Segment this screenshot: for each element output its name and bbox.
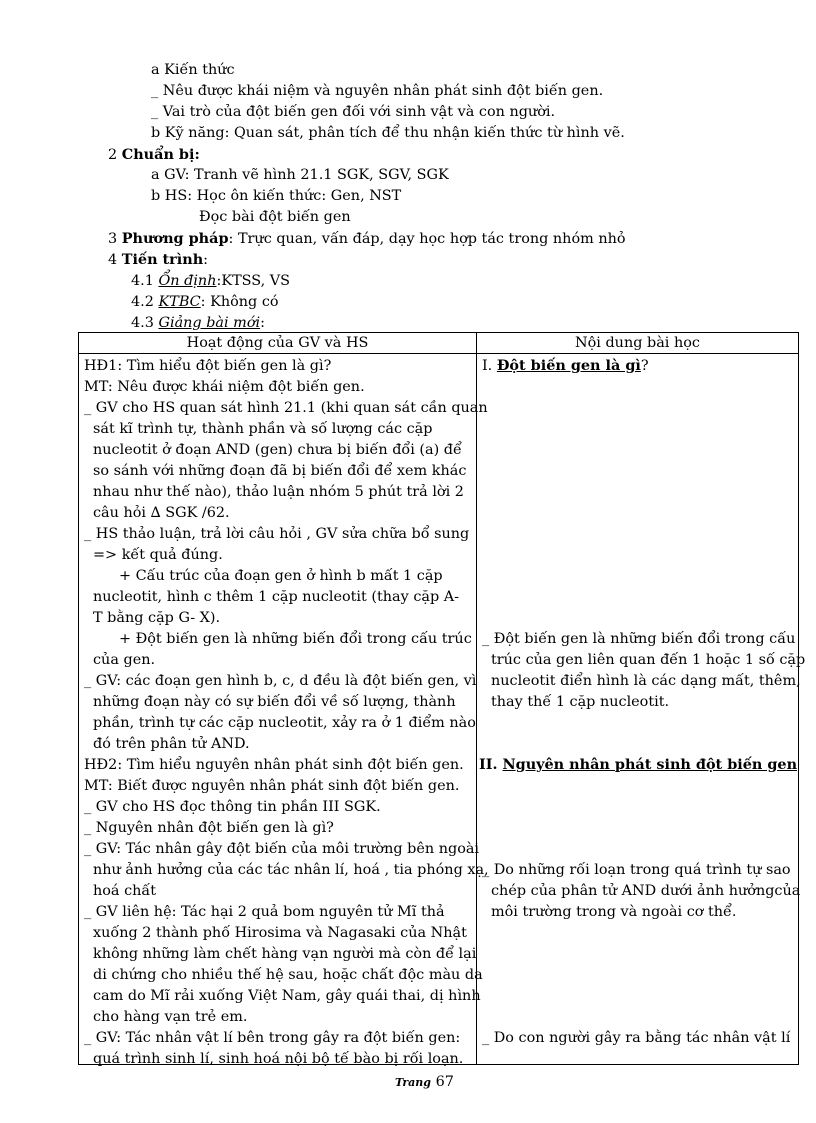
header-text: 4.1 xyxy=(131,273,159,289)
activity-line xyxy=(84,398,488,418)
activity-text: _ GV: các đoạn gen hình b, c, d đều là đột biến gen, vì xyxy=(84,673,477,689)
content-line xyxy=(482,860,791,880)
page-label: Trang xyxy=(395,1076,431,1089)
activity-text: sát kĩ trình tự, thành phần và số lượng các cặp xyxy=(93,421,433,437)
activity-line xyxy=(93,545,223,565)
activity-text: những đoạn này có sự biến đổi về số lượng, thành xyxy=(93,694,456,710)
header-line xyxy=(131,313,265,333)
activity-text: _ GV cho HS quan sát hình 21.1 (khi quan sát cần quan xyxy=(84,400,488,416)
header-text: : Trực quan, vấn đáp, dạy học hợp tác trong nhóm nhỏ xyxy=(228,231,626,247)
activity-line xyxy=(93,608,220,628)
activity-line xyxy=(93,587,459,607)
header-text: b HS: Học ôn kiến thức: Gen, NST xyxy=(151,188,402,204)
activity-text: đó trên phân tử AND. xyxy=(93,736,250,752)
header-text: 3 xyxy=(108,231,122,247)
table-header-row xyxy=(79,333,799,354)
activity-text: của gen. xyxy=(93,652,156,668)
activity-text: nhau như thế nào), thảo luận nhóm 5 phút trả lời 2 xyxy=(93,484,464,500)
content-line xyxy=(482,629,795,649)
header-text: Ổn định xyxy=(158,273,217,289)
header-text: 4.2 xyxy=(131,294,159,310)
activity-line xyxy=(93,650,155,670)
activity-line xyxy=(84,524,469,544)
activity-line xyxy=(93,482,464,502)
content-text: thay thế 1 cặp nucleotit. xyxy=(491,694,670,710)
activity-line xyxy=(84,377,365,397)
activity-line xyxy=(93,713,476,733)
content-text: Nguyên nhân phát sinh đột biến gen xyxy=(502,756,798,773)
header-line xyxy=(151,60,235,80)
activity-line xyxy=(119,629,472,649)
activity-text: quá trình sinh lí, sinh hoá nội bộ tế bào bị rối loạn. xyxy=(93,1051,464,1067)
activities-cell xyxy=(79,354,489,1067)
activity-text: _ GV: Tác nhân vật lí bên trong gây ra đột biến gen: xyxy=(84,1030,461,1046)
activity-line xyxy=(93,1007,248,1027)
activity-text: _ GV liên hệ: Tác hại 2 quả bom nguyên tử Mĩ thả xyxy=(84,904,445,920)
header-text: : Không có xyxy=(200,294,279,310)
activity-line xyxy=(93,986,481,1006)
header-line xyxy=(151,123,625,143)
content-line xyxy=(491,881,800,901)
content-cell xyxy=(477,354,806,1065)
content-text: Đột biến gen là gì xyxy=(496,357,641,374)
header-line xyxy=(151,102,555,122)
header-line xyxy=(151,165,449,185)
activity-text: MT: Biết được nguyên nhân phát sinh đột biến gen. xyxy=(84,778,460,794)
activity-text: câu hỏi ∆ SGK /62. xyxy=(93,505,230,521)
activity-line xyxy=(84,1028,460,1048)
activity-text: hoá chất xyxy=(93,883,157,899)
activity-text: => kết quả đúng. xyxy=(93,547,223,563)
header-text: b Kỹ năng: Quan sát, phân tích để thu nhận kiến thức từ hình vẽ. xyxy=(151,125,625,141)
activity-text: nucleotit, hình c thêm 1 cặp nucleotit (thay cặp A- xyxy=(93,589,460,605)
header-text: 4 xyxy=(108,252,122,268)
activity-text: _ GV: Tác nhân gây đột biến của môi trường bên ngoài xyxy=(84,841,480,857)
header-text: a Kiến thức xyxy=(151,62,235,78)
activity-line xyxy=(119,566,443,586)
activity-text: _ GV cho HS đọc thông tin phần III SGK. xyxy=(84,799,381,815)
content-text: trúc của gen liên quan đến 1 hoặc 1 số cặp xyxy=(491,652,806,668)
page-footer xyxy=(395,1074,454,1090)
header-text: 4.3 xyxy=(131,315,159,331)
header-text: Đọc bài đột biến gen xyxy=(199,209,351,225)
activity-text: không những làm chết hàng vạn người mà còn để lại xyxy=(93,946,477,962)
activity-text: so sánh với những đoạn đã bị biến đổi để xem khác xyxy=(93,463,467,479)
activity-line xyxy=(93,860,489,880)
header-text: Chuẩn bị: xyxy=(121,146,200,163)
activity-text: _ HS thảo luận, trả lời câu hỏi , GV sửa chữa bổ sung xyxy=(84,526,470,542)
content-line xyxy=(482,356,649,376)
header-text: Giảng bài mới xyxy=(158,315,261,331)
header-text: :KTSS, VS xyxy=(216,273,291,289)
activity-line xyxy=(93,923,467,943)
page-number: 67 xyxy=(435,1074,454,1090)
activity-line xyxy=(93,944,476,964)
header-line xyxy=(151,186,401,206)
activity-text: như ảnh hưởng của các tác nhân lí, hoá , tia phóng xạ, xyxy=(93,862,489,878)
header-text: KTBC xyxy=(158,294,201,310)
activity-line xyxy=(93,503,230,523)
activity-line xyxy=(93,461,466,481)
activity-text: cho hàng vạn trẻ em. xyxy=(93,1009,248,1025)
activity-line xyxy=(84,776,459,796)
table-body-row xyxy=(79,354,799,1065)
header-line xyxy=(151,81,603,101)
content-line xyxy=(491,902,736,922)
content-text: ? xyxy=(640,358,649,374)
lesson-table xyxy=(78,332,806,1067)
header-line xyxy=(108,229,626,249)
activity-line xyxy=(93,419,432,439)
activity-text: nucleotit ở đoạn AND (gen) chưa bị biến đổi (a) để xyxy=(93,442,462,458)
content-line xyxy=(491,650,805,670)
activity-text: xuống 2 thành phố Hirosima và Nagasaki của Nhật xyxy=(93,925,467,941)
content-line xyxy=(491,692,669,712)
content-line xyxy=(491,671,801,691)
header-line xyxy=(108,250,208,270)
activity-text: cam do Mĩ rải xuống Việt Nam, gây quái thai, dị hình xyxy=(93,988,481,1004)
col-header-content: Nội dung bài học xyxy=(477,333,799,354)
activity-text: MT: Nêu được khái niệm đột biến gen. xyxy=(84,379,365,395)
content-line xyxy=(479,755,797,775)
content-text: chép của phân tử AND dưới ảnh hưởngcủa xyxy=(491,883,801,899)
activity-text: _ Nguyên nhân đột biến gen là gì? xyxy=(84,820,334,836)
header-line xyxy=(131,271,290,291)
activity-line xyxy=(93,881,156,901)
header-text: 2 xyxy=(108,147,122,163)
header-text: _ Nêu được khái niệm và nguyên nhân phát sinh đột biến gen. xyxy=(151,83,604,99)
content-line xyxy=(482,1028,790,1048)
activity-line xyxy=(93,965,483,985)
content-text: _ Do con người gây ra bằng tác nhân vật lí xyxy=(482,1030,791,1046)
header-text: Phương pháp xyxy=(121,230,229,247)
activity-line xyxy=(84,797,381,817)
activity-line xyxy=(84,839,479,859)
col-header-activities: Hoạt động của GV và HS xyxy=(79,333,477,354)
activity-line xyxy=(84,902,445,922)
content-text: II. xyxy=(479,756,503,773)
activity-text: HĐ2: Tìm hiểu nguyên nhân phát sinh đột biến gen. xyxy=(84,757,464,773)
header-text: a GV: Tranh vẽ hình 21.1 SGK, SGV, SGK xyxy=(151,167,449,183)
header-text: : xyxy=(203,252,209,268)
header-text: _ Vai trò của đột biến gen đối với sinh vật và con người. xyxy=(151,104,556,120)
content-text: I. xyxy=(482,358,497,374)
content-text: _ Do những rối loạn trong quá trình tự sao xyxy=(482,862,791,878)
header-line xyxy=(199,207,351,227)
activity-text: + Đột biến gen là những biến đổi trong cấu trúc xyxy=(119,631,472,647)
content-text: nucleotit điển hình là các dạng mất, thêm, xyxy=(491,673,801,689)
header-line xyxy=(108,145,200,165)
activity-line xyxy=(84,356,331,376)
activity-line xyxy=(84,755,464,775)
activity-line xyxy=(84,818,334,838)
activity-text: T bằng cặp G- X). xyxy=(93,610,221,626)
content-text: môi trường trong và ngoài cơ thể. xyxy=(491,904,737,920)
activity-text: + Cấu trúc của đoạn gen ở hình b mất 1 cặp xyxy=(119,568,443,584)
activity-line xyxy=(84,671,476,691)
header-text: : xyxy=(260,315,265,331)
activity-line xyxy=(93,734,250,754)
header-line xyxy=(131,292,279,312)
activity-line xyxy=(93,1049,463,1069)
activity-text: HĐ1: Tìm hiểu đột biến gen là gì? xyxy=(84,358,332,374)
activity-text: phần, trình tự các cặp nucleotit, xảy ra ở 1 điểm nào xyxy=(93,715,476,731)
activity-text: di chứng cho nhiều thế hệ sau, hoặc chất độc màu da xyxy=(93,967,483,983)
activity-line xyxy=(93,440,462,460)
content-text: _ Đột biến gen là những biến đổi trong cấu xyxy=(482,631,796,647)
header-text: Tiến trình xyxy=(121,251,204,268)
activity-line xyxy=(93,692,456,712)
